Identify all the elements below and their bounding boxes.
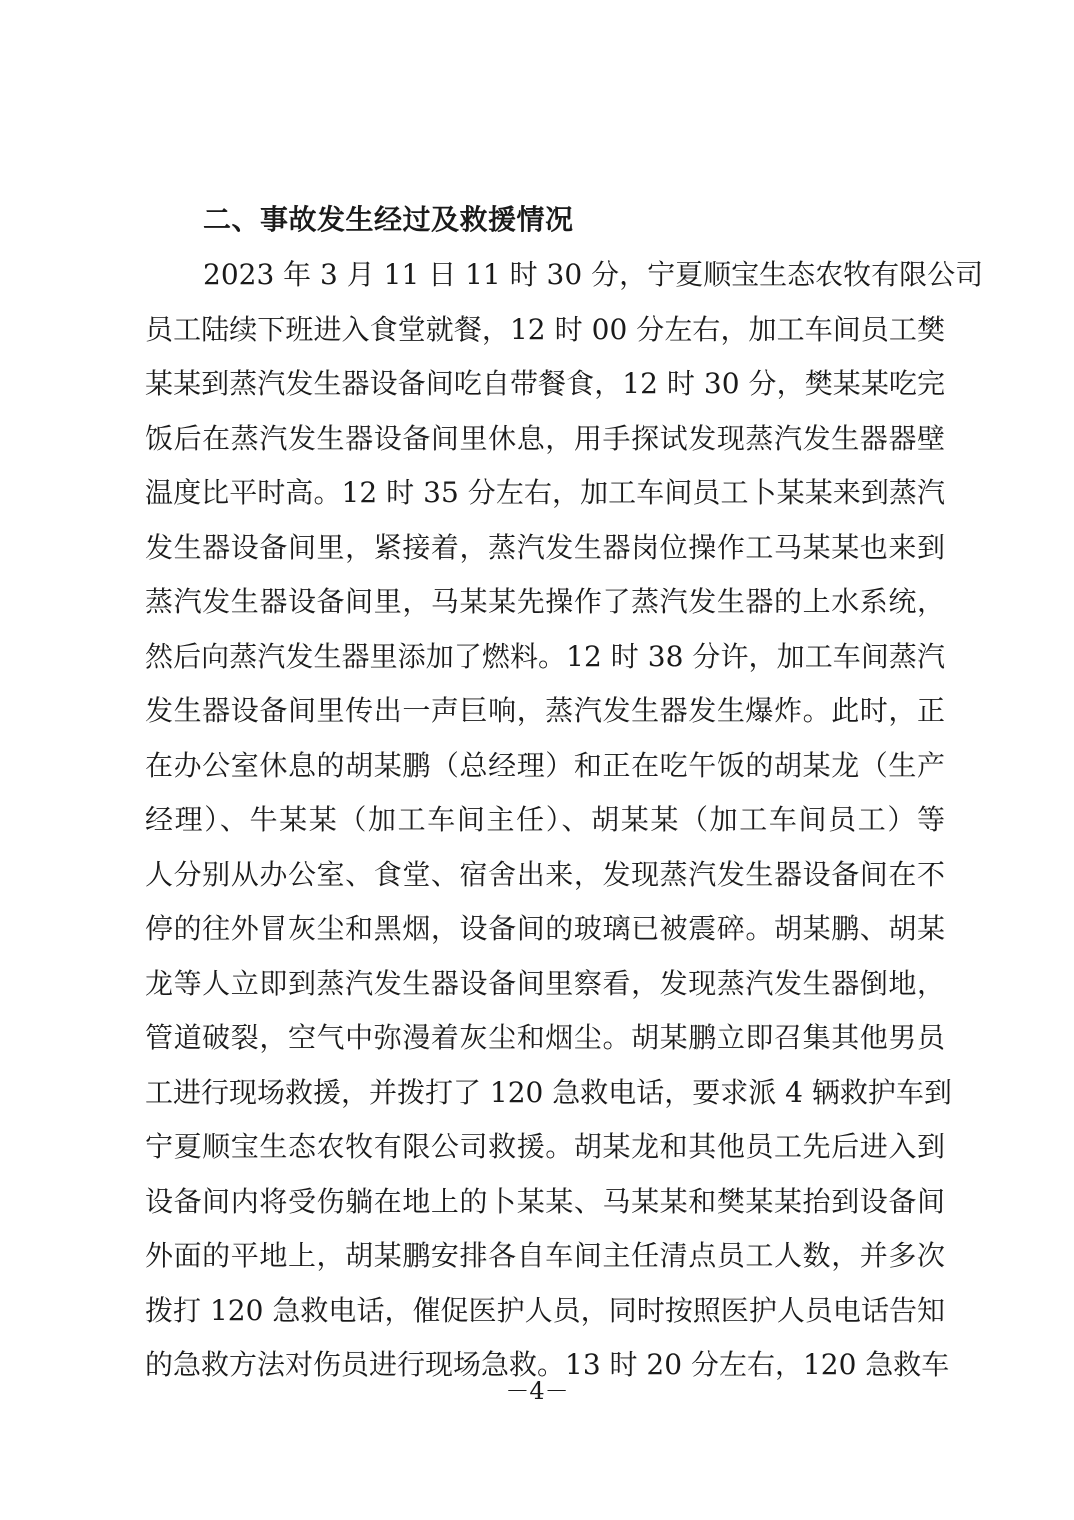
section-heading: 二、事故发生经过及救援情况 [203, 203, 574, 236]
body-paragraph [145, 248, 984, 1393]
paragraph-line: 员工陆续下班进入食堂就餐，12 时 00 分左右，加工车间员工樊 [145, 312, 945, 346]
paragraph-line: 工进行现场救援，并拨打了 120 急救电话，要求派 4 辆救护车到 [145, 1075, 952, 1109]
paragraph-line: 发生器设备间里，紧接着，蒸汽发生器岗位操作工马某某也来到 [145, 530, 945, 564]
page-number: －4－ [505, 1377, 569, 1405]
paragraph-line: 经理）、牛某某（加工车间主任）、胡某某（加工车间员工）等 [145, 803, 945, 836]
paragraph-line: 蒸汽发生器设备间里，马某某先操作了蒸汽发生器的上水系统， [145, 585, 945, 618]
paragraph-line: 管道破裂，空气中弥漫着灰尘和烟尘。胡某鹏立即召集其他男员 [145, 1021, 945, 1054]
paragraph-line: 外面的平地上，胡某鹏安排各自车间主任清点员工人数，并多次 [145, 1239, 945, 1272]
paragraph-line: 拨打 120 急救电话，催促医护人员，同时按照医护人员电话告知 [145, 1293, 945, 1327]
paragraph-line: 宁夏顺宝生态农牧有限公司救援。胡某龙和其他员工先后进入到 [145, 1130, 945, 1163]
paragraph-line: 发生器设备间里传出一声巨响，蒸汽发生器发生爆炸。此时，正 [145, 694, 945, 727]
paragraph-line: 人分别从办公室、食堂、宿舍出来，发现蒸汽发生器设备间在不 [145, 857, 945, 891]
paragraph-line: 温度比平时高。12 时 35 分左右，加工车间员工卜某某来到蒸汽 [145, 476, 945, 509]
paragraph-line: 龙等人立即到蒸汽发生器设备间里察看，发现蒸汽发生器倒地， [145, 966, 945, 1000]
paragraph-line: 的急救方法对伤员进行现场急救。13 时 20 分左右，120 急救车 [145, 1348, 950, 1381]
paragraph-line: 2023 年 3 月 11 日 11 时 30 分，宁夏顺宝生态农牧有限公司 [203, 258, 984, 291]
paragraph-line: 然后向蒸汽发生器里添加了燃料。12 时 38 分许，加工车间蒸汽 [145, 639, 945, 673]
paragraph-line: 设备间内将受伤躺在地上的卜某某、马某某和樊某某抬到设备间 [145, 1184, 945, 1218]
paragraph-line: 在办公室休息的胡某鹏（总经理）和正在吃午饭的胡某龙（生产 [145, 748, 945, 782]
paragraph-line: 停的往外冒灰尘和黑烟，设备间的玻璃已被震碎。胡某鹏、胡某 [145, 912, 945, 945]
paragraph-line: 某某到蒸汽发生器设备间吃自带餐食，12 时 30 分，樊某某吃完 [145, 367, 945, 400]
paragraph-line: 饭后在蒸汽发生器设备间里休息，用手探试发现蒸汽发生器器壁 [145, 421, 945, 455]
